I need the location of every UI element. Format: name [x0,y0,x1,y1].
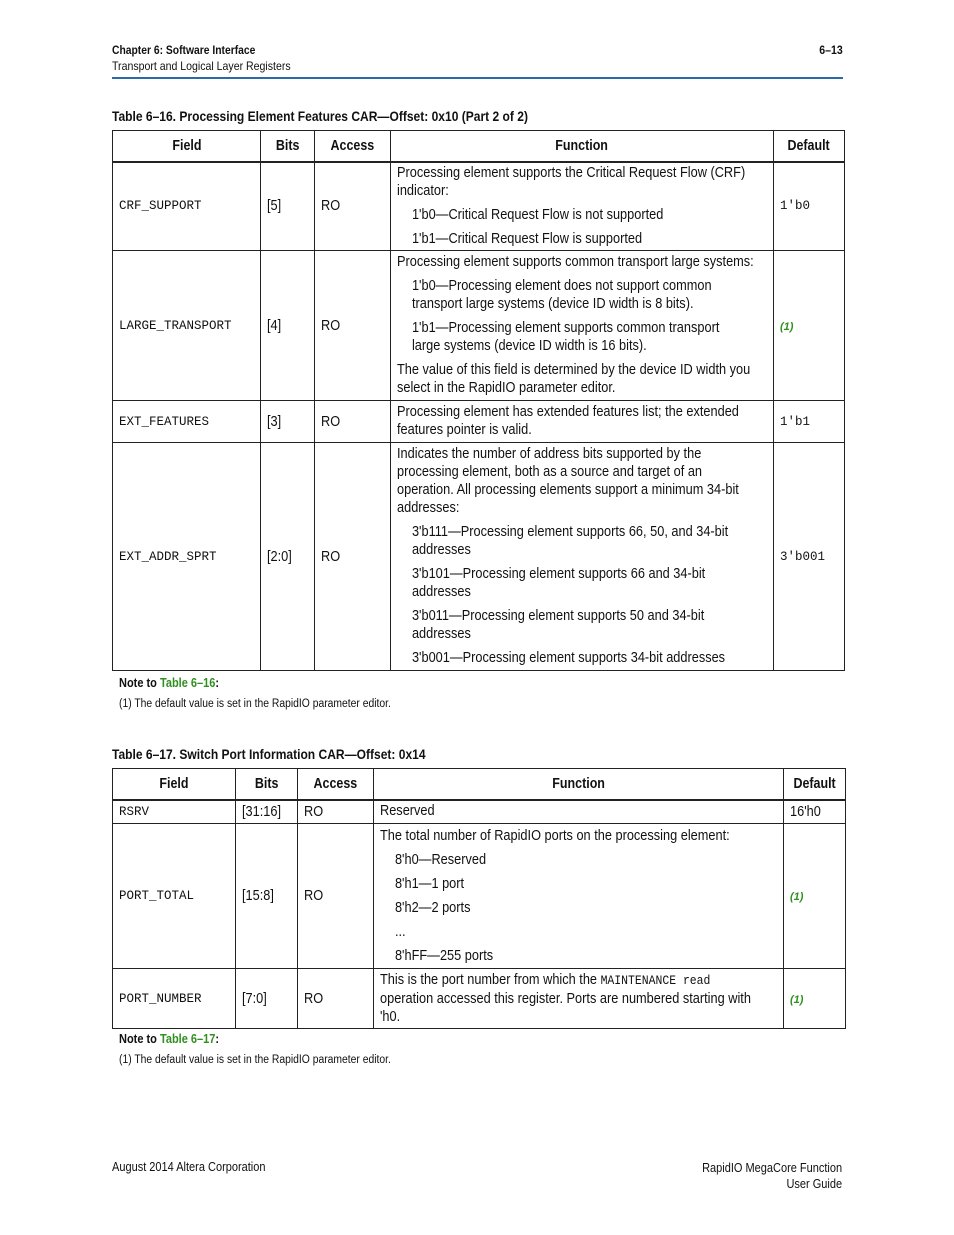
table-6-16-note-label: Note to Table 6–16: [119,676,220,690]
col-function: Function [374,769,784,800]
field-bits: [2:0] [261,443,315,671]
field-name: LARGE_TRANSPORT [113,251,261,401]
table-row [113,443,845,671]
chapter-title: Chapter 6: Software Interface [112,43,256,57]
col-bits: Bits [236,769,298,800]
field-default [784,969,846,1029]
table-6-17 [112,768,846,1029]
section-title: Transport and Logical Layer Registers [112,59,291,73]
field-bits: [31:16] [236,800,298,824]
field-bits: [7:0] [236,969,298,1029]
footnote-link[interactable]: (1) [790,891,804,903]
table-6-16 [112,130,845,671]
field-function: This is the port number from which the MAINTENANCE read operation accessed this register. Ports are numbered starting with 'h0. [374,969,784,1029]
field-bits: [15:8] [236,824,298,969]
field-access: RO [298,824,374,969]
col-bits: Bits [261,131,315,162]
col-access: Access [315,131,391,162]
field-name: EXT_ADDR_SPRT [113,443,261,671]
table-row [113,969,846,1029]
field-default [784,824,846,969]
table-header-row [113,769,846,800]
footnote-link[interactable]: (1) [790,993,804,1006]
table-6-17-caption: Table 6–17. Switch Port Information CAR—Offset: 0x14 [112,746,426,762]
table-row [113,401,845,443]
table-6-17-note: (1) The default value is set in the RapidIO parameter editor. [119,1054,391,1066]
footer-doc-info [702,1160,842,1192]
table-row [113,824,846,969]
table-row [113,162,845,251]
field-bits: [3] [261,401,315,443]
field-name: RSRV [113,800,236,824]
footer-doc-type: User Guide [786,1177,842,1191]
field-default [774,251,845,401]
col-default: Default [784,769,846,800]
table-row [113,251,845,401]
field-access: RO [298,800,374,824]
table-header-row [113,131,845,162]
field-bits: [5] [261,162,315,251]
field-function: Processing element has extended features list; the extended features pointer is valid. [391,401,774,443]
field-default: 3'b001 [774,443,845,671]
field-name: CRF_SUPPORT [113,162,261,251]
col-field: Field [113,769,236,800]
footer-date-company: August 2014 Altera Corporation [112,1160,266,1174]
footer-doc-title: RapidIO MegaCore Function [701,1161,842,1175]
table-6-17-note-label: Note to Table 6–17: [119,1032,220,1046]
field-access: RO [315,401,391,443]
field-function: The total number of RapidIO ports on the processing element: 8'h0—Reserved 8'h1—1 port 8'h2—2 ports ... 8'hFF—255 ports [374,824,784,969]
table-row [113,800,846,824]
field-default: 16'h0 [784,800,846,824]
field-access: RO [315,443,391,671]
field-default: 1'b0 [774,162,845,251]
field-access: RO [315,162,391,251]
field-default: 1'b1 [774,401,845,443]
field-function: Processing element supports common transport large systems: 1'b0—Processing element does not support common transport large systems (device ID width is 8 bits). 1'b1—Processing element supports common transport large systems (device ID width is 16 bits). The value of this field is determined by the device ID width you select in the RapidIO parameter editor. [391,251,774,401]
col-access: Access [298,769,374,800]
table-6-17-link[interactable]: Table 6–17 [159,1032,216,1046]
col-field: Field [113,131,261,162]
field-bits: [4] [261,251,315,401]
col-function: Function [391,131,774,162]
table-6-16-note: (1) The default value is set in the RapidIO parameter editor. [119,698,391,710]
field-function: Reserved [374,800,784,824]
field-function: Processing element supports the Critical Request Flow (CRF) indicator: 1'b0—Critical Request Flow is not supported 1'b1—Critical Request Flow is supported [391,162,774,251]
footnote-link[interactable]: (1) [780,320,794,333]
field-name: EXT_FEATURES [113,401,261,443]
table-6-16-caption: Table 6–16. Processing Element Features CAR—Offset: 0x10 (Part 2 of 2) [112,108,528,124]
field-access: RO [298,969,374,1029]
page-number: 6–13 [819,43,843,57]
field-name: PORT_NUMBER [113,969,236,1029]
field-access: RO [315,251,391,401]
table-6-16-link[interactable]: Table 6–16 [159,676,216,690]
field-function: Indicates the number of address bits supported by the processing element, both as a source and target of an operation. All processing elements support a minimum 34-bit addresses: 3'b111—Processing element supports 66, 50, and 34-bit addresses 3'b101—Processing element supports 66 and 34-bit addresses 3'b011—Processing element supports 50 and 34-bit addresses 3'b001—Processing element supports 34-bit addresses [391,443,774,671]
field-name: PORT_TOTAL [113,824,236,969]
page-header [112,42,843,79]
col-default: Default [774,131,845,162]
